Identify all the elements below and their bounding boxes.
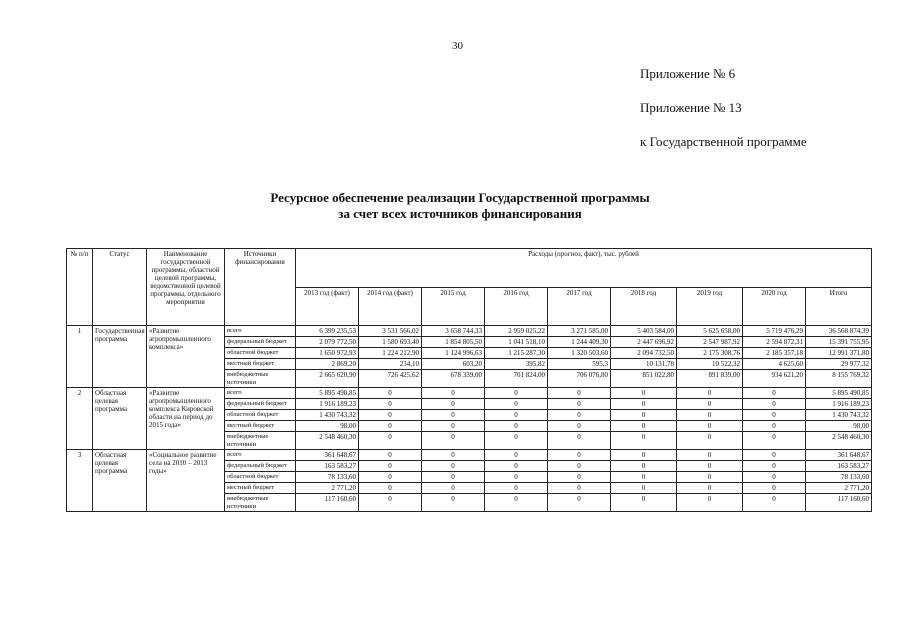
amount-cell: 0 xyxy=(677,399,743,410)
amount-cell: 1 041 518,10 xyxy=(485,337,548,348)
col-header-source: Источники финансирования xyxy=(225,249,296,326)
funding-source: областной бюджет xyxy=(225,348,296,359)
program-status: Государственная программа xyxy=(93,326,147,388)
funding-source: федеральный бюджет xyxy=(225,461,296,472)
amount-cell: 361 648,67 xyxy=(296,450,359,461)
amount-cell: 706 076,80 xyxy=(548,370,611,388)
amount-cell: 1 224 212,90 xyxy=(359,348,422,359)
amount-cell: 0 xyxy=(422,410,485,421)
amount-cell: 2 185 357,18 xyxy=(743,348,806,359)
title-line-1: Ресурсное обеспечение реализации Государственной программы xyxy=(270,190,650,205)
amount-cell: 0 xyxy=(743,410,806,421)
header-row-1 xyxy=(67,249,872,288)
amount-cell: 1 244 409,30 xyxy=(548,337,611,348)
program-status: Областная целевая программа xyxy=(93,388,147,450)
amount-cell: 0 xyxy=(359,421,422,432)
total-cell: 8 155 769,32 xyxy=(806,370,872,388)
amount-cell: 0 xyxy=(611,421,677,432)
amount-cell: 0 xyxy=(743,399,806,410)
program-number: 1 xyxy=(67,326,93,388)
program-name: «Развитие агропромышленного комплекса Кировской области на период до 2015 года» xyxy=(147,388,225,450)
amount-cell: 5 625 658,00 xyxy=(677,326,743,337)
appendix-line-1: Приложение № 6 xyxy=(640,66,736,81)
amount-cell: 2 548 460,30 xyxy=(296,432,359,450)
amount-cell: 0 xyxy=(743,432,806,450)
amount-cell: 0 xyxy=(677,461,743,472)
amount-cell: 0 xyxy=(548,432,611,450)
amount-cell: 678 339,00 xyxy=(422,370,485,388)
amount-cell: 0 xyxy=(359,450,422,461)
amount-cell: 0 xyxy=(677,450,743,461)
amount-cell: 0 xyxy=(485,388,548,399)
amount-cell: 0 xyxy=(485,410,548,421)
total-cell: 15 391 755,95 xyxy=(806,337,872,348)
resource-table xyxy=(66,248,872,512)
total-cell: 29 977,32 xyxy=(806,359,872,370)
amount-cell: 3 658 744,33 xyxy=(422,326,485,337)
col-header-year: 2015 год xyxy=(422,287,485,326)
amount-cell: 0 xyxy=(422,472,485,483)
col-header-year: 2019 год xyxy=(677,287,743,326)
program-number: 3 xyxy=(67,450,93,512)
amount-cell: 0 xyxy=(743,388,806,399)
col-header-num: № п/п xyxy=(67,249,93,326)
amount-cell: 701 824,00 xyxy=(485,370,548,388)
col-header-year: 2017 год xyxy=(548,287,611,326)
amount-cell: 595,3 xyxy=(548,359,611,370)
amount-cell: 0 xyxy=(485,461,548,472)
col-header-year: 2016 год xyxy=(485,287,548,326)
amount-cell: 0 xyxy=(611,399,677,410)
amount-cell: 0 xyxy=(359,388,422,399)
amount-cell: 0 xyxy=(359,494,422,512)
amount-cell: 0 xyxy=(485,399,548,410)
amount-cell: 0 xyxy=(485,483,548,494)
funding-source: федеральный бюджет xyxy=(225,399,296,410)
col-header-name: Наименование государственной программы, областной целевой программы, ведомственной целевой программы, отдельного мероприятия xyxy=(147,249,225,326)
col-header-total: Итого xyxy=(806,287,872,326)
amount-cell: 1 854 805,50 xyxy=(422,337,485,348)
program-name: «Социальное развитие села на 2010 – 2013 годы» xyxy=(147,450,225,512)
amount-cell: 0 xyxy=(359,410,422,421)
amount-cell: 1 916 189,23 xyxy=(296,399,359,410)
table-row xyxy=(67,326,872,337)
funding-source: внебюджетные источники xyxy=(225,370,296,388)
amount-cell: 0 xyxy=(611,472,677,483)
amount-cell: 0 xyxy=(548,461,611,472)
funding-source: местный бюджет xyxy=(225,421,296,432)
amount-cell: 0 xyxy=(611,494,677,512)
amount-cell: 0 xyxy=(422,432,485,450)
document-title xyxy=(190,190,730,222)
amount-cell: 0 xyxy=(485,450,548,461)
total-cell: 36 568 874,39 xyxy=(806,326,872,337)
total-cell: 98,00 xyxy=(806,421,872,432)
amount-cell: 0 xyxy=(743,483,806,494)
amount-cell: 0 xyxy=(422,483,485,494)
program-name: «Развитие агропромышленного комплекса» xyxy=(147,326,225,388)
amount-cell: 0 xyxy=(548,494,611,512)
amount-cell: 0 xyxy=(611,388,677,399)
amount-cell: 0 xyxy=(743,461,806,472)
amount-cell: 0 xyxy=(611,410,677,421)
amount-cell: 395,82 xyxy=(485,359,548,370)
amount-cell: 5 403 584,00 xyxy=(611,326,677,337)
amount-cell: 0 xyxy=(485,421,548,432)
amount-cell: 0 xyxy=(548,410,611,421)
amount-cell: 2 959 025,22 xyxy=(485,326,548,337)
amount-cell: 3 271 585,00 xyxy=(548,326,611,337)
amount-cell: 0 xyxy=(611,483,677,494)
amount-cell: 10 522,32 xyxy=(677,359,743,370)
total-cell: 12 991 371,80 xyxy=(806,348,872,359)
amount-cell: 0 xyxy=(422,399,485,410)
amount-cell: 0 xyxy=(548,421,611,432)
amount-cell: 0 xyxy=(422,388,485,399)
amount-cell: 2 771,20 xyxy=(296,483,359,494)
funding-source: всего xyxy=(225,450,296,461)
amount-cell: 726 425,62 xyxy=(359,370,422,388)
total-cell: 117 160,60 xyxy=(806,494,872,512)
amount-cell: 934 621,20 xyxy=(743,370,806,388)
appendix-line-2: Приложение № 13 xyxy=(640,100,742,115)
amount-cell: 0 xyxy=(422,461,485,472)
amount-cell: 0 xyxy=(548,399,611,410)
amount-cell: 0 xyxy=(548,483,611,494)
amount-cell: 0 xyxy=(485,432,548,450)
title-line-2: за счет всех источников финансирования xyxy=(338,206,582,221)
amount-cell: 0 xyxy=(422,494,485,512)
table-row xyxy=(67,450,872,461)
amount-cell: 78 133,60 xyxy=(296,472,359,483)
total-cell: 1 430 743,32 xyxy=(806,410,872,421)
amount-cell: 98,00 xyxy=(296,421,359,432)
amount-cell: 163 583,27 xyxy=(296,461,359,472)
amount-cell: 0 xyxy=(548,472,611,483)
table-row xyxy=(67,388,872,399)
total-cell: 163 583,27 xyxy=(806,461,872,472)
amount-cell: 0 xyxy=(743,450,806,461)
col-header-year: 2014 год (факт) xyxy=(359,287,422,326)
amount-cell: 1 320 503,60 xyxy=(548,348,611,359)
amount-cell: 2 547 987,92 xyxy=(677,337,743,348)
amount-cell: 1 580 693,40 xyxy=(359,337,422,348)
amount-cell: 0 xyxy=(611,432,677,450)
funding-source: внебюджетные источники xyxy=(225,432,296,450)
amount-cell: 0 xyxy=(548,388,611,399)
funding-source: областной бюджет xyxy=(225,410,296,421)
funding-source: всего xyxy=(225,326,296,337)
funding-source: федеральный бюджет xyxy=(225,337,296,348)
funding-source: местный бюджет xyxy=(225,483,296,494)
total-cell: 361 648,67 xyxy=(806,450,872,461)
amount-cell: 5 719 476,29 xyxy=(743,326,806,337)
funding-source: местный бюджет xyxy=(225,359,296,370)
amount-cell: 0 xyxy=(359,483,422,494)
amount-cell: 234,10 xyxy=(359,359,422,370)
amount-cell: 0 xyxy=(485,494,548,512)
page-number: 30 xyxy=(452,40,463,52)
total-cell: 2 771,20 xyxy=(806,483,872,494)
amount-cell: 1 215 287,30 xyxy=(485,348,548,359)
amount-cell: 1 124 996,63 xyxy=(422,348,485,359)
total-cell: 1 916 189,23 xyxy=(806,399,872,410)
amount-cell: 603,20 xyxy=(422,359,485,370)
funding-source: всего xyxy=(225,388,296,399)
amount-cell: 0 xyxy=(677,494,743,512)
total-cell: 2 548 460,30 xyxy=(806,432,872,450)
amount-cell: 2 665 620,90 xyxy=(296,370,359,388)
amount-cell: 2 869,20 xyxy=(296,359,359,370)
amount-cell: 0 xyxy=(359,461,422,472)
amount-cell: 10 131,78 xyxy=(611,359,677,370)
amount-cell: 0 xyxy=(677,388,743,399)
amount-cell: 2 094 732,50 xyxy=(611,348,677,359)
amount-cell: 2 175 308,76 xyxy=(677,348,743,359)
amount-cell: 0 xyxy=(422,450,485,461)
amount-cell: 3 531 566,02 xyxy=(359,326,422,337)
amount-cell: 0 xyxy=(677,472,743,483)
amount-cell: 0 xyxy=(743,421,806,432)
amount-cell: 1 430 743,32 xyxy=(296,410,359,421)
amount-cell: 0 xyxy=(677,483,743,494)
amount-cell: 0 xyxy=(359,399,422,410)
amount-cell: 2 447 696,92 xyxy=(611,337,677,348)
amount-cell: 2 079 772,50 xyxy=(296,337,359,348)
total-cell: 78 133,60 xyxy=(806,472,872,483)
amount-cell: 0 xyxy=(611,450,677,461)
amount-cell: 0 xyxy=(611,461,677,472)
amount-cell: 0 xyxy=(677,410,743,421)
total-cell: 5 895 490,85 xyxy=(806,388,872,399)
amount-cell: 0 xyxy=(743,494,806,512)
amount-cell: 0 xyxy=(359,472,422,483)
amount-cell: 0 xyxy=(677,432,743,450)
amount-cell: 0 xyxy=(485,472,548,483)
col-header-expenses: Расходы (прогноз, факт), тыс. рублей xyxy=(296,249,872,288)
amount-cell: 0 xyxy=(677,421,743,432)
amount-cell: 1 650 972,93 xyxy=(296,348,359,359)
funding-source: областной бюджет xyxy=(225,472,296,483)
amount-cell: 5 895 490,85 xyxy=(296,388,359,399)
amount-cell: 4 625,60 xyxy=(743,359,806,370)
amount-cell: 6 399 235,53 xyxy=(296,326,359,337)
amount-cell: 0 xyxy=(359,432,422,450)
amount-cell: 851 022,80 xyxy=(611,370,677,388)
col-header-year: 2018 год xyxy=(611,287,677,326)
amount-cell: 117 160,60 xyxy=(296,494,359,512)
amount-cell: 891 839,00 xyxy=(677,370,743,388)
program-status: Областная целевая программа xyxy=(93,450,147,512)
col-header-year: 2013 год (факт) xyxy=(296,287,359,326)
col-header-year: 2020 год xyxy=(743,287,806,326)
amount-cell: 0 xyxy=(548,450,611,461)
appendix-line-3: к Государственной программе xyxy=(640,134,807,149)
funding-source: внебюджетные источники xyxy=(225,494,296,512)
col-header-status: Статус xyxy=(93,249,147,326)
amount-cell: 2 594 872,31 xyxy=(743,337,806,348)
amount-cell: 0 xyxy=(422,421,485,432)
amount-cell: 0 xyxy=(743,472,806,483)
program-number: 2 xyxy=(67,388,93,450)
